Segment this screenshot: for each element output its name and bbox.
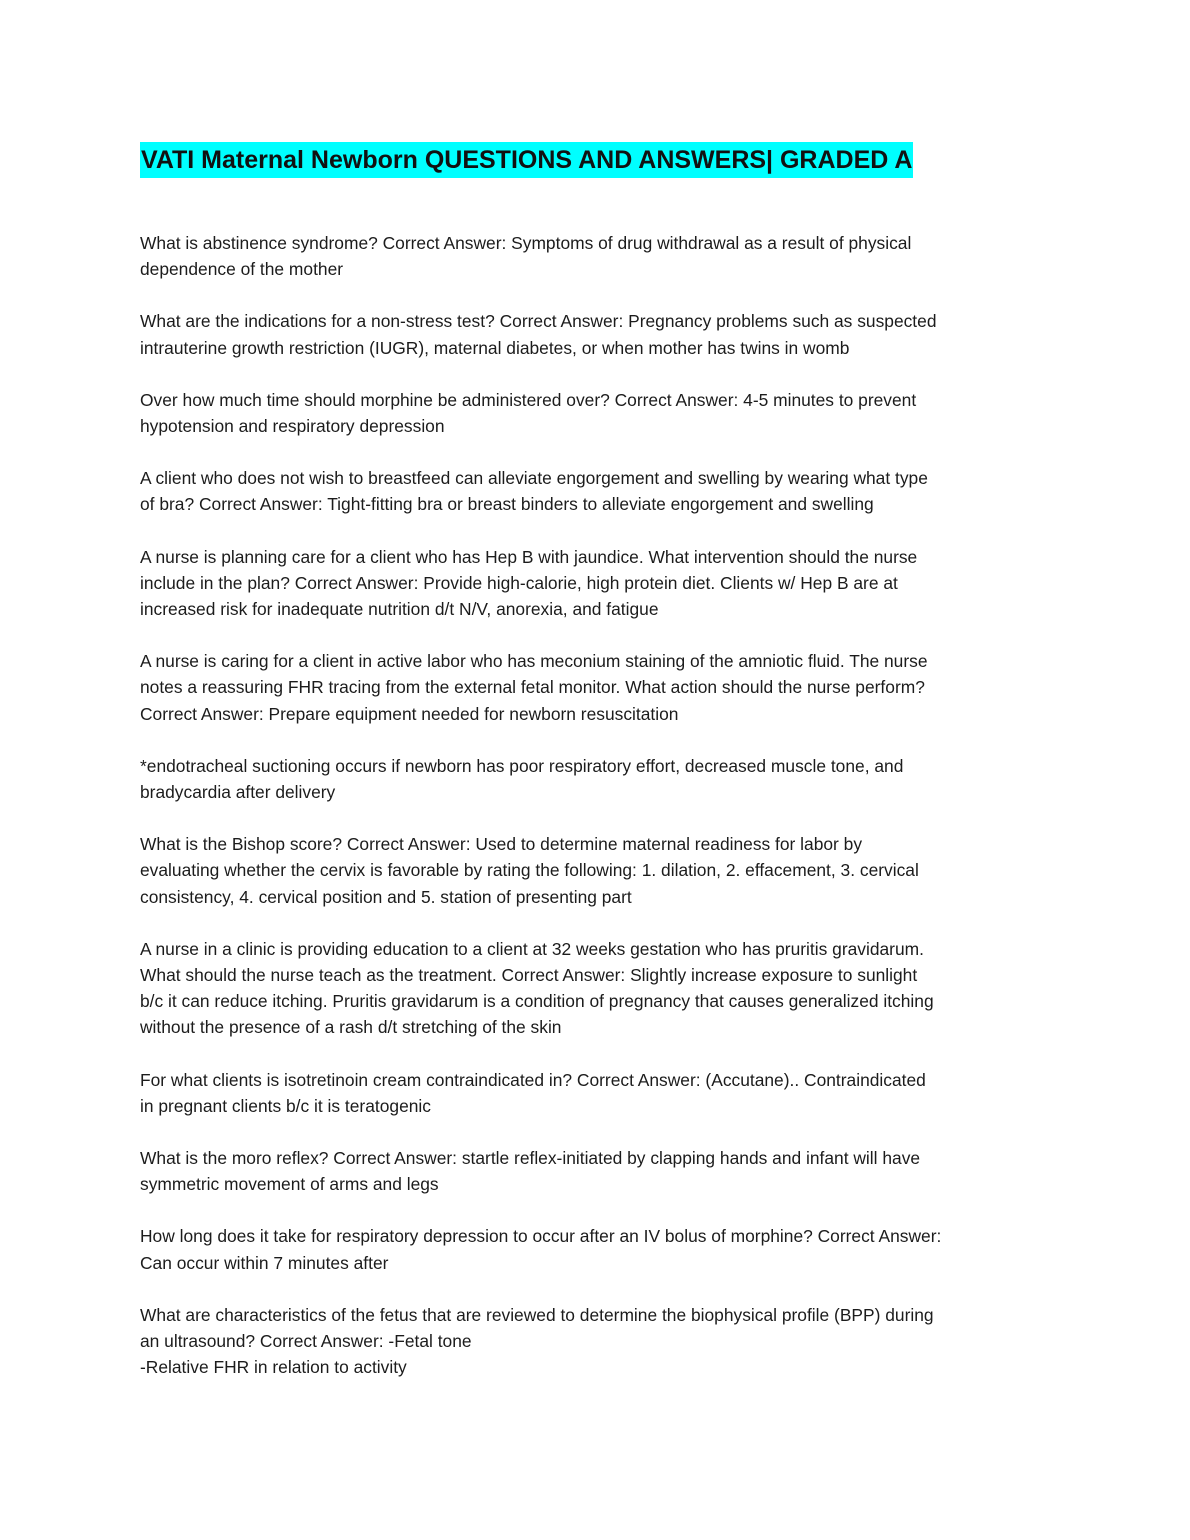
- qa-text-line: Correct Answer: Prepare equipment needed for newborn resuscitation: [140, 703, 679, 724]
- qa-text-line: A nurse in a clinic is providing education to a client at 32 weeks gestation who has pruritis gravidarum.: [140, 938, 924, 959]
- qa-text-line: What are characteristics of the fetus that are reviewed to determine the biophysical profile (BPP) during: [140, 1304, 934, 1325]
- qa-paragraph: [140, 308, 1055, 360]
- qa-paragraph: [140, 230, 1055, 282]
- qa-text-line: without the presence of a rash d/t stretching of the skin: [140, 1017, 562, 1038]
- qa-text-line: What is the Bishop score? Correct Answer: Used to determine maternal readiness for labor by: [140, 834, 863, 855]
- qa-paragraph: [140, 753, 1055, 805]
- qa-paragraph: [140, 1067, 1055, 1119]
- qa-text-line: of bra? Correct Answer: Tight-fitting bra or breast binders to alleviate engorgement and swelling: [140, 494, 874, 515]
- qa-content: [140, 230, 1055, 1407]
- qa-text-line: evaluating whether the cervix is favorable by rating the following: 1. dilation, 2. effacement, 3. cervical: [140, 860, 919, 881]
- title-block: [140, 142, 1050, 178]
- qa-text-line: in pregnant clients b/c it is teratogenic: [140, 1095, 431, 1116]
- document-title: VATI Maternal Newborn QUESTIONS AND ANSWERS| GRADED A: [140, 142, 913, 178]
- qa-text-line: *endotracheal suctioning occurs if newborn has poor respiratory effort, decreased muscle tone, and: [140, 755, 904, 776]
- qa-text-line: dependence of the mother: [140, 259, 344, 280]
- qa-paragraph: [140, 465, 1055, 517]
- qa-text-line: How long does it take for respiratory depression to occur after an IV bolus of morphine? Correct Answer:: [140, 1226, 942, 1247]
- qa-text-line: Can occur within 7 minutes after: [140, 1252, 389, 1273]
- qa-text-line: What should the nurse teach as the treatment. Correct Answer: Slightly increase exposure to sunlight: [140, 965, 918, 986]
- qa-text-line: increased risk for inadequate nutrition d/t N/V, anorexia, and fatigue: [140, 599, 659, 620]
- qa-paragraph: [140, 648, 1055, 727]
- qa-text-line: an ultrasound? Correct Answer: -Fetal tone: [140, 1331, 472, 1352]
- qa-text-line: consistency, 4. cervical position and 5. station of presenting part: [140, 886, 632, 907]
- qa-text-line: bradycardia after delivery: [140, 782, 336, 803]
- qa-text-line: A nurse is caring for a client in active labor who has meconium staining of the amniotic fluid. The nurse: [140, 651, 928, 672]
- qa-text-line: -Relative FHR in relation to activity: [140, 1357, 407, 1378]
- qa-paragraph: [140, 387, 1055, 439]
- qa-text-line: What is abstinence syndrome? Correct Answer: Symptoms of drug withdrawal as a result of physical: [140, 233, 912, 253]
- qa-text-line: Over how much time should morphine be administered over? Correct Answer: 4-5 minutes to prevent: [140, 389, 917, 410]
- qa-paragraph: [140, 1302, 1055, 1381]
- qa-text-line: intrauterine growth restriction (IUGR), maternal diabetes, or when mother has twins in womb: [140, 337, 850, 358]
- qa-text-line: symmetric movement of arms and legs: [140, 1174, 439, 1195]
- qa-text-line: For what clients is isotretinoin cream contraindicated in? Correct Answer: (Accutane).. Contraindicated: [140, 1069, 926, 1090]
- qa-text-line: b/c it can reduce itching. Pruritis gravidarum is a condition of pregnancy that causes generalized itching: [140, 991, 934, 1012]
- qa-paragraph: [140, 936, 1055, 1041]
- qa-text-line: What are the indications for a non-stress test? Correct Answer: Pregnancy problems such as suspected: [140, 311, 937, 332]
- qa-text-line: hypotension and respiratory depression: [140, 416, 445, 437]
- qa-paragraph: [140, 831, 1055, 910]
- qa-paragraph: [140, 1145, 1055, 1197]
- qa-text-line: A nurse is planning care for a client who has Hep B with jaundice. What intervention should the nurse: [140, 546, 918, 567]
- qa-paragraph: [140, 1223, 1055, 1275]
- qa-paragraph: [140, 544, 1055, 623]
- qa-text-line: A client who does not wish to breastfeed can alleviate engorgement and swelling by wearing what type: [140, 468, 928, 489]
- qa-text-line: notes a reassuring FHR tracing from the external fetal monitor. What action should the nurse perform?: [140, 677, 925, 698]
- qa-text-line: include in the plan? Correct Answer: Provide high-calorie, high protein diet. Clients w/ Hep B are at: [140, 572, 898, 593]
- qa-text-line: What is the moro reflex? Correct Answer: startle reflex-initiated by clapping hands and infant will have: [140, 1148, 921, 1169]
